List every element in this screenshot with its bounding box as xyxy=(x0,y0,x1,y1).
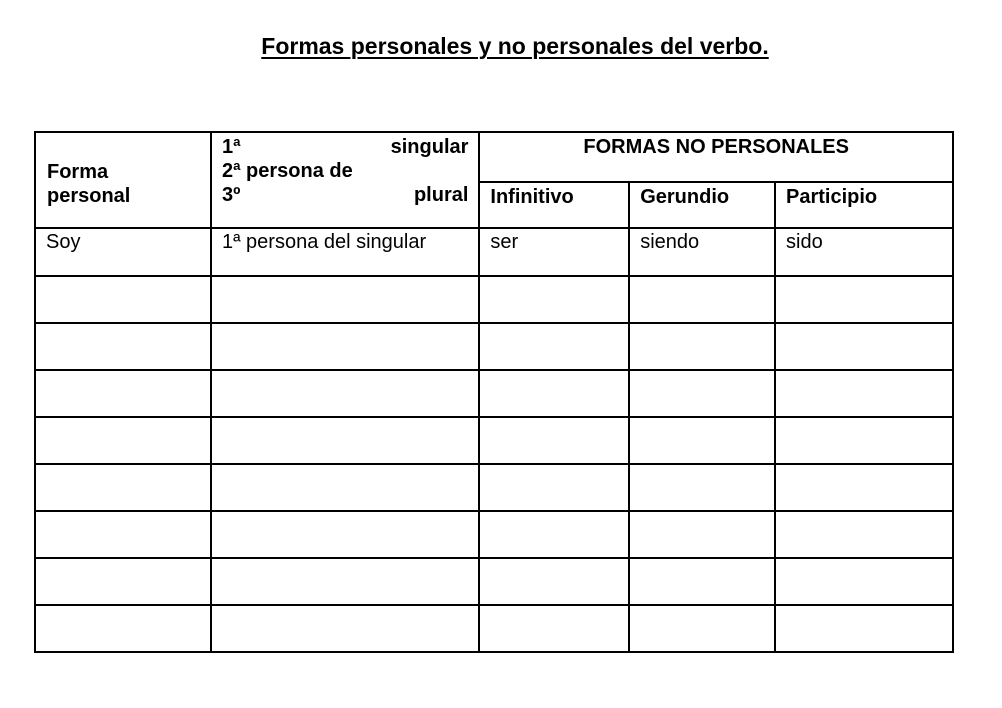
cell-infinitivo-text xyxy=(490,512,628,513)
cell-persona-text xyxy=(222,418,478,419)
table-row xyxy=(35,558,953,605)
cell-gerundio[interactable] xyxy=(629,228,775,276)
cell-persona-text xyxy=(222,465,478,466)
cell-infinitivo[interactable] xyxy=(479,558,629,605)
cell-participio-text xyxy=(786,418,952,419)
cell-infinitivo[interactable] xyxy=(479,605,629,652)
cell-participio-text xyxy=(786,606,952,607)
cell-persona-text xyxy=(222,512,478,513)
verb-forms-table xyxy=(34,131,954,653)
cell-gerundio[interactable] xyxy=(629,605,775,652)
cell-forma-text xyxy=(46,324,210,325)
cell-participio[interactable] xyxy=(775,228,953,276)
cell-participio[interactable] xyxy=(775,323,953,370)
table-row xyxy=(35,276,953,323)
header-formas-no-personales: FORMAS NO PERSONALES xyxy=(479,132,953,182)
cell-persona[interactable] xyxy=(211,511,479,558)
table-row xyxy=(35,323,953,370)
cell-persona-text xyxy=(222,324,478,325)
cell-participio-text xyxy=(786,324,952,325)
cell-forma[interactable] xyxy=(35,511,211,558)
cell-gerundio-text xyxy=(640,559,774,560)
cell-forma[interactable] xyxy=(35,417,211,464)
header-persona-line3-right: plural xyxy=(413,184,469,206)
cell-gerundio-text: siendo xyxy=(640,231,700,253)
cell-infinitivo-text xyxy=(490,559,628,560)
cell-gerundio-text xyxy=(640,418,774,419)
cell-participio-text: sido xyxy=(786,231,823,253)
cell-persona[interactable] xyxy=(211,370,479,417)
cell-participio[interactable] xyxy=(775,370,953,417)
header-forma-line1: Forma xyxy=(47,161,109,183)
cell-gerundio-text xyxy=(640,512,774,513)
cell-participio[interactable] xyxy=(775,511,953,558)
header-persona xyxy=(211,132,479,228)
cell-gerundio[interactable] xyxy=(629,276,775,323)
cell-persona-text xyxy=(222,371,478,372)
cell-persona[interactable] xyxy=(211,605,479,652)
table-row xyxy=(35,605,953,652)
cell-gerundio-text xyxy=(640,371,774,372)
cell-persona-text xyxy=(222,277,478,278)
header-forma-personal xyxy=(35,132,211,228)
cell-infinitivo-text xyxy=(490,465,628,466)
header-persona-line2-left: 2ª persona de xyxy=(221,160,353,182)
cell-infinitivo[interactable] xyxy=(479,417,629,464)
cell-persona[interactable] xyxy=(211,464,479,511)
table-row xyxy=(35,417,953,464)
cell-gerundio[interactable] xyxy=(629,464,775,511)
cell-participio-text xyxy=(786,559,952,560)
cell-infinitivo-text xyxy=(490,418,628,419)
cell-infinitivo[interactable] xyxy=(479,370,629,417)
cell-gerundio[interactable] xyxy=(629,511,775,558)
cell-persona[interactable] xyxy=(211,228,479,276)
cell-forma[interactable] xyxy=(35,276,211,323)
cell-gerundio[interactable] xyxy=(629,417,775,464)
cell-persona-text xyxy=(222,606,478,607)
cell-infinitivo-text xyxy=(490,324,628,325)
header-persona-line3-left: 3º xyxy=(221,184,241,206)
cell-forma[interactable] xyxy=(35,323,211,370)
cell-participio[interactable] xyxy=(775,417,953,464)
cell-persona[interactable] xyxy=(211,417,479,464)
cell-gerundio[interactable] xyxy=(629,323,775,370)
cell-persona-text xyxy=(222,559,478,560)
cell-persona[interactable] xyxy=(211,558,479,605)
cell-gerundio-text xyxy=(640,606,774,607)
cell-gerundio[interactable] xyxy=(629,370,775,417)
cell-persona[interactable] xyxy=(211,276,479,323)
cell-forma[interactable] xyxy=(35,558,211,605)
cell-gerundio-text xyxy=(640,465,774,466)
cell-forma-text: Soy xyxy=(46,231,81,253)
cell-participio-text xyxy=(786,512,952,513)
cell-forma[interactable] xyxy=(35,228,211,276)
header-participio: Participio xyxy=(775,182,953,228)
cell-gerundio-text xyxy=(640,277,774,278)
cell-infinitivo[interactable] xyxy=(479,276,629,323)
header-persona-line1-left: 1ª xyxy=(221,136,241,158)
cell-participio-text xyxy=(786,465,952,466)
cell-participio[interactable] xyxy=(775,558,953,605)
cell-forma-text xyxy=(46,277,210,278)
header-forma-line2: personal xyxy=(47,185,131,207)
cell-forma-text xyxy=(46,418,210,419)
cell-participio-text xyxy=(786,277,952,278)
header-persona-line1-right: singular xyxy=(390,136,469,158)
cell-participio-text xyxy=(786,371,952,372)
cell-infinitivo-text xyxy=(490,277,628,278)
cell-participio[interactable] xyxy=(775,276,953,323)
cell-forma[interactable] xyxy=(35,605,211,652)
cell-forma-text xyxy=(46,606,210,607)
page-title: Formas personales y no personales del verbo. xyxy=(261,33,769,59)
header-infinitivo: Infinitivo xyxy=(479,182,629,228)
cell-infinitivo-text xyxy=(490,606,628,607)
cell-infinitivo-text xyxy=(490,371,628,372)
cell-infinitivo[interactable] xyxy=(479,511,629,558)
cell-infinitivo[interactable] xyxy=(479,323,629,370)
cell-participio[interactable] xyxy=(775,464,953,511)
cell-infinitivo[interactable] xyxy=(479,228,629,276)
cell-gerundio-text xyxy=(640,324,774,325)
cell-forma[interactable] xyxy=(35,370,211,417)
cell-persona-text: 1ª persona del singular xyxy=(221,231,427,253)
table-row xyxy=(35,370,953,417)
cell-infinitivo-text: ser xyxy=(490,231,519,253)
table-row xyxy=(35,511,953,558)
cell-gerundio[interactable] xyxy=(629,558,775,605)
header-gerundio: Gerundio xyxy=(629,182,775,228)
table-row xyxy=(35,228,953,276)
table-row xyxy=(35,464,953,511)
cell-forma-text xyxy=(46,371,210,372)
cell-persona[interactable] xyxy=(211,323,479,370)
cell-forma-text xyxy=(46,512,210,513)
cell-forma-text xyxy=(46,559,210,560)
cell-forma[interactable] xyxy=(35,464,211,511)
cell-infinitivo[interactable] xyxy=(479,464,629,511)
cell-participio[interactable] xyxy=(775,605,953,652)
cell-forma-text xyxy=(46,465,210,466)
